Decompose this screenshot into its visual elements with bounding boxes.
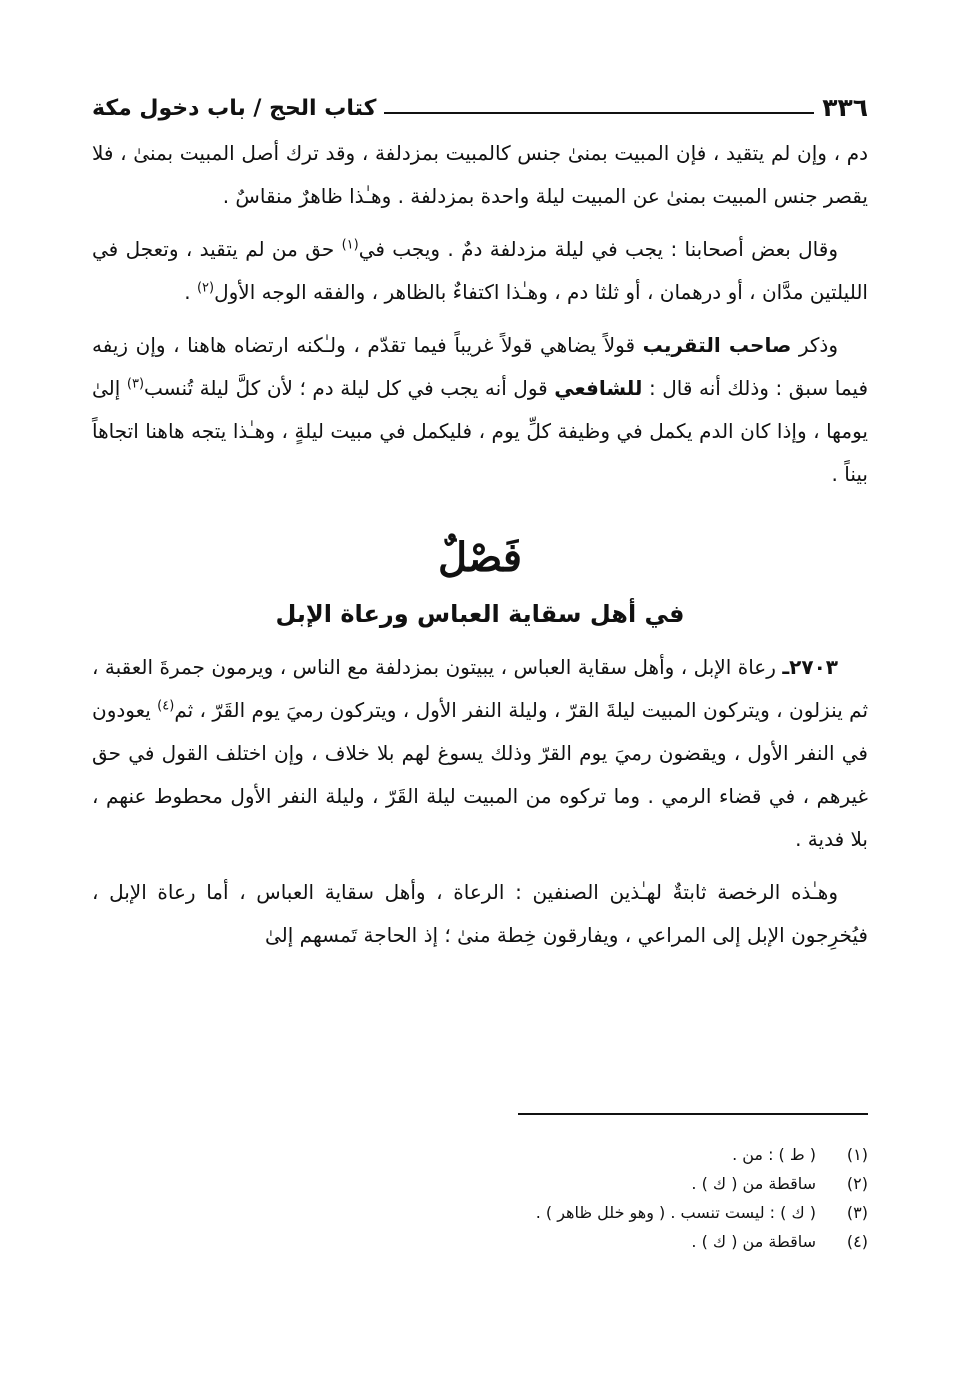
paragraph: [92, 132, 868, 218]
footnote-text: ساقطة من ( ك ) .: [691, 1232, 816, 1251]
paragraph-text: حق من لم يتقيد ، وتعجل في الليلتين مدَّان ، أو درهمان ، أو ثلثا دم ، وهـٰذا اكتفاءٌ بالظاهر ، والفقه الوجه الأول: [92, 237, 868, 304]
page-header: [92, 80, 868, 120]
paragraph-text: وذكر: [791, 333, 838, 357]
footnote-number: (١): [846, 1145, 868, 1164]
footnote-text: ( ك ) : ليست تنسب . ( وهو خلل ظاهر ) .: [535, 1203, 816, 1222]
running-title: كتاب الحج / باب دخول مكة: [92, 96, 377, 121]
footnote-text: ساقطة من ( ك ) .: [691, 1174, 816, 1193]
section-heading: [92, 526, 868, 638]
footnote-number: (٤): [846, 1232, 868, 1251]
paragraph-text: قولاً يضاهي قولاً غريباً فيما تقدّم ، ولـٰكنه ارتضاه هاهنا ، وإن زيفه فيما سبق : وذلك أنه قال :: [92, 333, 868, 400]
paragraph: [92, 324, 868, 496]
footnote-number: (٣): [846, 1203, 868, 1222]
paragraph-text: وهـٰذه الرخصة ثابتةٌ لهـٰذين الصنفين : الرعاة ، وأهل سقاية العباس ، أما رعاة الإبل ، فيُخرِجون الإبل إلى المراعي ، ويفارقون خِطة منىٰ ؛ إذ الحاجة تَمسهم إلىٰ: [92, 880, 868, 947]
paragraph: [92, 228, 868, 314]
paragraph-text: إلىٰ يومها ، وإذا كان الدم يكمل في وظيفة كلِّ يوم ، فليكمل في مبيت ليلةٍ ، وهـٰذا يتجه هاهنا اتجاهاً بيناً .: [92, 376, 868, 486]
page-number: ٣٣٦: [822, 93, 868, 122]
footnote-divider: [518, 1113, 868, 1115]
footnote-ref[interactable]: (٣): [126, 376, 145, 392]
paragraph-text: دم ، وإن لم يتقيد ، فإن المبيت بمنىٰ جنس كالمبيت بمزدلفة ، وقد ترك أصل المبيت بمنىٰ ، فلا يقصر جنس المبيت بمنىٰ عن المبيت ليلة واحدة بمزدلفة . وهـٰذا ظاهرٌ منقاسٌ .: [92, 141, 868, 208]
section-title-calligraphy: فَصْلٌ: [437, 534, 523, 581]
footnote: [92, 1169, 868, 1198]
paragraph: [92, 871, 868, 957]
header-rule: [384, 112, 814, 114]
footnote: [92, 1227, 868, 1256]
footnote-ref[interactable]: (٤): [157, 698, 175, 714]
section-subtitle: في أهل سقاية العباس ورعاة الإبل: [275, 600, 685, 628]
footnotes: [92, 1140, 868, 1256]
footnote-text: ( ط ) : من .: [732, 1145, 816, 1164]
footnote: [92, 1140, 868, 1169]
paragraph-text: رعاة الإبل ، وأهل سقاية العباس ، يبيتون بمزدلفة مع الناس ، ويرمون جمرةَ العقبة ، ثم ينزلون ، ويتركون المبيت ليلةَ القرّ ، وليلة النفر الأول ، ويتركون رميَ يوم القَرّ ، ثم: [92, 655, 869, 722]
bold-name: صاحب التقريب: [642, 333, 792, 357]
item-number: ٢٧٠٣ـ: [782, 655, 838, 679]
paragraph-text: يعودون في النفر الأول ، ويقضون رميَ يوم القرّ وذلك يسوغ لهم بلا خلاف ، وإن اختلف القول في حق غيرهم ، في قضاء الرمي . وما تركوه من المبيت ليلة القَرّ ، وليلة النفر الأول محطوط عنهم ، بلا فدية .: [92, 698, 868, 851]
bold-name: للشافعي: [554, 376, 643, 400]
footnote: [92, 1198, 868, 1227]
paragraph-text: قول أنه يجب في كل ليلة دم ؛ لأن كلَّ ليلة تُنسب: [144, 376, 555, 400]
footnote-ref[interactable]: (٢): [196, 280, 215, 296]
footnote-ref[interactable]: (١): [341, 237, 359, 253]
paragraph-text: وقال بعض أصحابنا : يجب في ليلة مزدلفة دمٌ . ويجب في: [358, 237, 838, 261]
paragraph-text: .: [184, 280, 197, 304]
footnote-number: (٢): [846, 1174, 868, 1193]
main-text: [92, 132, 868, 957]
paragraph: [92, 646, 868, 861]
